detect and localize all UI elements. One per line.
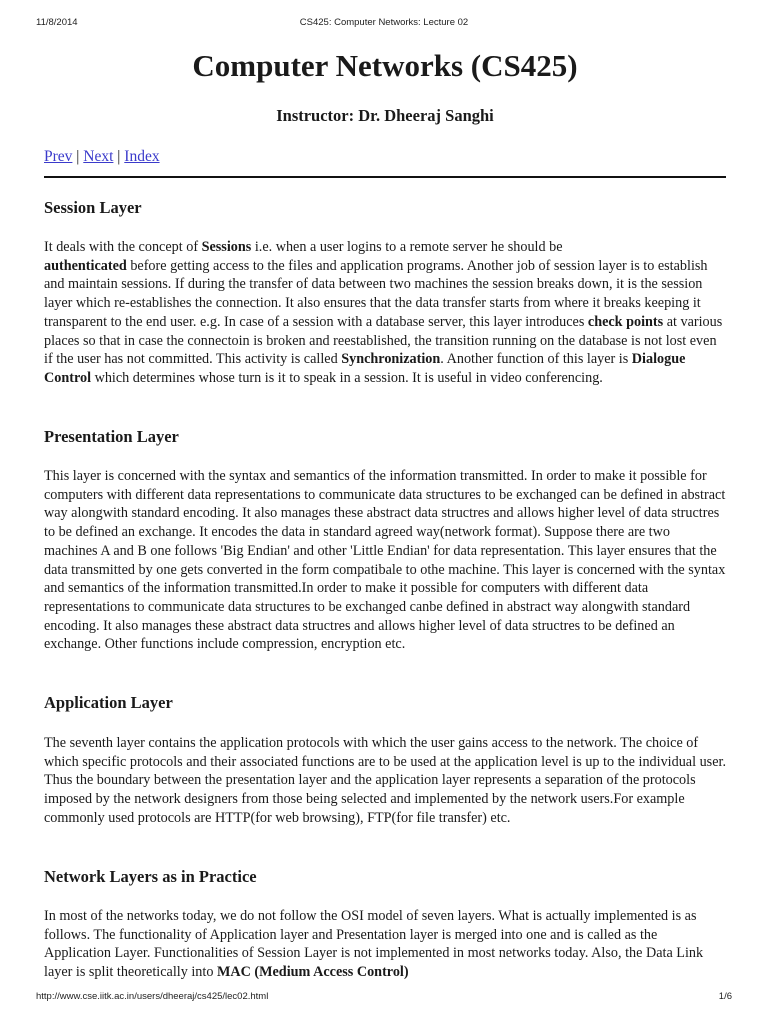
- print-footer: [0, 991, 768, 1005]
- horizontal-rule: [44, 176, 726, 178]
- nav-separator: |: [117, 148, 121, 165]
- section-paragraph: This layer is concerned with the syntax and semantics of the information transmitted. In order to make it possible for computers with different data representations to communicate data structures to be exchanged can be defined in abstract way alongwith standard encoding. It also manages these abstract data structres and allows higher level of data structres to be defined an exchange. It encodes the data in standard agreed way(network format). Suppose there are two machines A and B one follows 'Big Endian' and other 'Little Endian' for data representation. This layer ensures that the data transmitted by one gets converted in the form compatibale to othe machine. This layer is concerned with the syntax and semantics of the information transmitted.In order to make it possible for computers with different data representations to communicate data structures to be exchanged canbe defined in abstract way alongwith standard encoding. It also manages these abstract data structres and allows higher level of data structres to be defined an exchange. Other functions include compression, encryption etc.: [44, 468, 726, 653]
- print-header: [0, 17, 768, 31]
- next-link[interactable]: Next: [83, 148, 114, 165]
- section-heading: Network Layers as in Practice: [44, 867, 257, 886]
- nav-separator: |: [76, 148, 80, 165]
- instructor-line: Instructor: Dr. Dheeraj Sanghi: [276, 106, 494, 125]
- section-heading: Presentation Layer: [44, 427, 179, 446]
- print-page-title: CS425: Computer Networks: Lecture 02: [299, 17, 469, 28]
- page-title: Computer Networks (CS425): [192, 48, 578, 83]
- print-date: 11/8/2014: [36, 17, 78, 28]
- section-paragraph: It deals with the concept of Sessions i.e. when a user logins to a remote server he should be authenticated before getting access to the files and application programs. Another job of session layer is to establish and maintain sessions. If during the transfer of data between two machines the session breaks down, it is the session layer which re-establishes the connection. It also ensures that the data transfer starts from where it breaks keeping it transparent to the end user. e.g. In case of a session with a database server, this layer introduces check points at various places so that in case the connectoin is broken and reestablished, the transition running on the database is not lost even if the user has not committed. This activity is called Synchronization. Another function of this layer is Dialogue Control which determines whose turn is it to speak in a session. It is useful in video conferencing.: [44, 239, 723, 386]
- index-link[interactable]: Index: [124, 148, 160, 165]
- section-heading: Application Layer: [44, 693, 173, 712]
- prev-link[interactable]: Prev: [44, 148, 73, 165]
- section-heading: Session Layer: [44, 198, 142, 217]
- section-paragraph: In most of the networks today, we do not follow the OSI model of seven layers. What is actually implemented is as follows. The functionality of Application layer and Presentation layer is merged into one and is called as the Application Layer. Functionalities of Session Layer is not implemented in most networks today. Also, the Data Link layer is split theoretically into MAC (Medium Access Control): [44, 908, 704, 981]
- section-paragraph: The seventh layer contains the application protocols with which the user gains access to the network. The choice of which specific protocols and their associated functions are to be used at the application level is up to the individual user. Thus the boundary between the presentation layer and the application layer represents a separation of the protocols imposed by the network designers from those being selected and implemented by the network users.For example commonly used protocols are HTTP(for web browsing), FTP(for file transfer) etc.: [44, 735, 726, 826]
- print-page-number: 1/6: [718, 991, 732, 1002]
- print-url: http://www.cse.iitk.ac.in/users/dheeraj/cs425/lec02.html: [36, 991, 269, 1002]
- lecture-nav: [44, 146, 160, 168]
